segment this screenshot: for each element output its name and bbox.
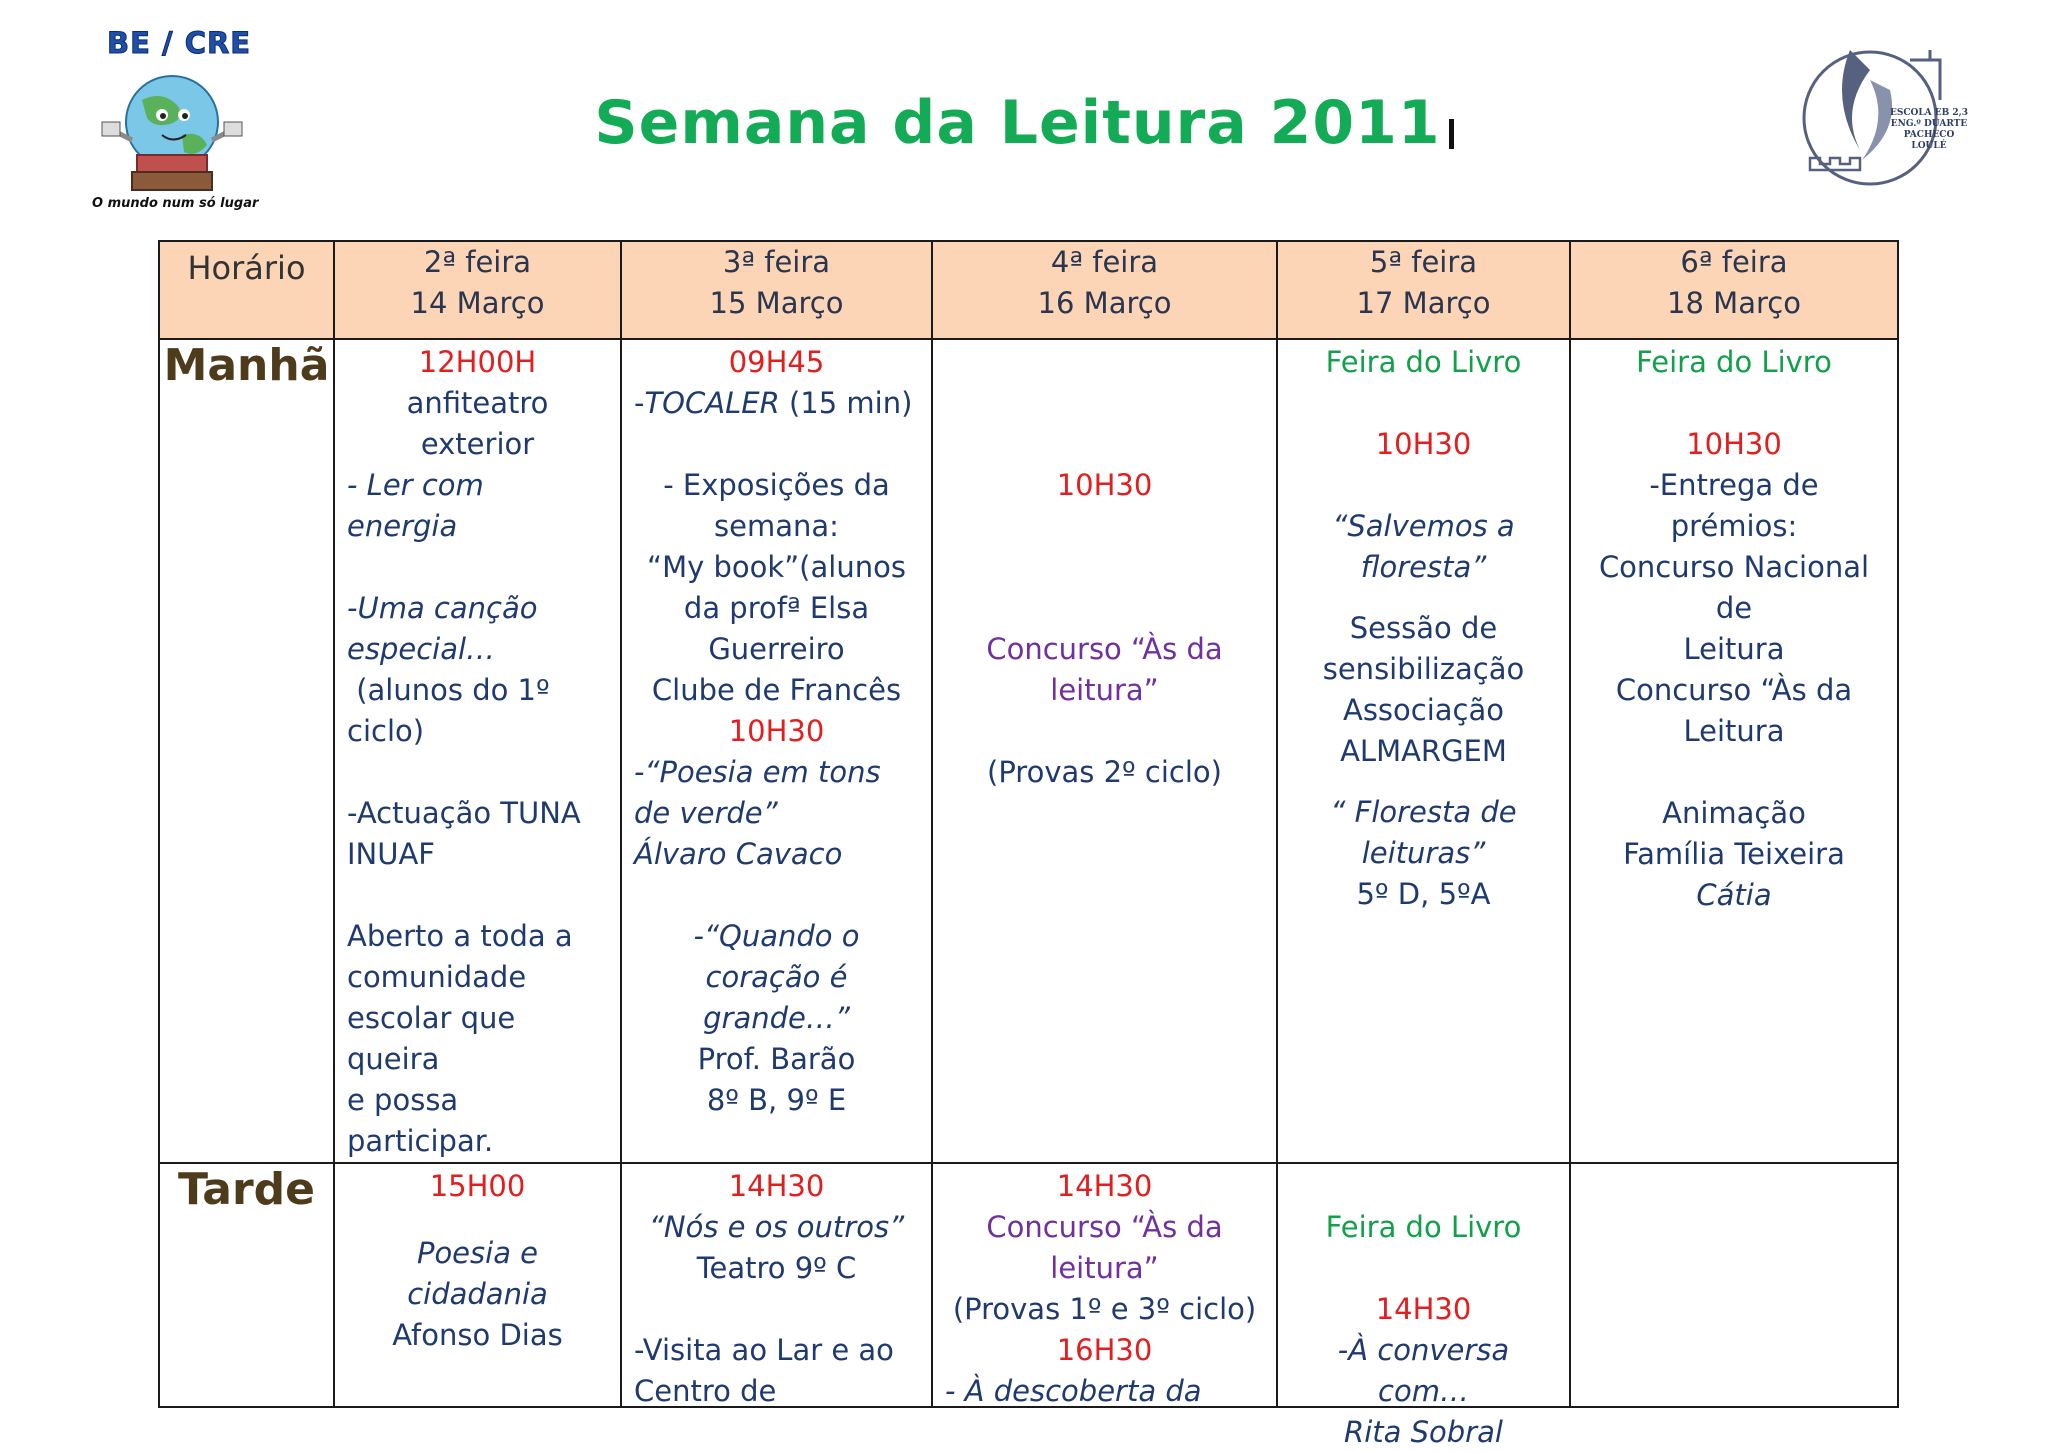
cell-fri-afternoon	[1570, 1163, 1898, 1407]
day-name: 6ª feira	[1680, 245, 1788, 279]
day-date: 16 Março	[1037, 286, 1172, 320]
event-item: INUAF	[347, 837, 435, 871]
event-time: 14H30	[728, 1169, 825, 1203]
event-note: comunidade	[347, 960, 527, 994]
period-label-morning: Manhã	[159, 339, 334, 1163]
event-place: exterior	[420, 427, 535, 461]
header-day	[334, 241, 621, 339]
event-item: leitura”	[1050, 1251, 1159, 1285]
cell-wed-afternoon	[932, 1163, 1277, 1407]
day-name: 2ª feira	[423, 245, 532, 279]
event-item: leituras”	[1361, 836, 1486, 870]
event-item: Concurso “Às da	[986, 1210, 1223, 1244]
cell-tue-morning	[621, 339, 932, 1163]
logo-motto: O mundo num só lugar	[92, 196, 259, 211]
day-name: 4ª feira	[1050, 245, 1159, 279]
event-note: e possa	[347, 1083, 459, 1117]
day-date: 17 Março	[1356, 286, 1491, 320]
header-day	[1570, 241, 1898, 339]
event-place: anfiteatro	[406, 386, 549, 420]
header-horario: Horário	[159, 241, 334, 339]
event-item: -Actuação TUNA	[347, 796, 581, 830]
event-item: Centro de	[634, 1374, 777, 1408]
event-time: 12H00H	[418, 345, 537, 379]
event-item: “My book”(alunos	[647, 550, 906, 584]
event-item: Família Teixeira	[1623, 837, 1845, 871]
header-day	[621, 241, 932, 339]
event-item: -“Poesia em tons	[634, 755, 881, 789]
cell-wed-morning	[932, 339, 1277, 1163]
event-title: Feira do Livro	[1325, 345, 1522, 379]
event-item: Afonso Dias	[392, 1318, 563, 1352]
event-item: semana:	[714, 509, 839, 543]
event-item: Animação	[1662, 796, 1806, 830]
event-item: leitura”	[1050, 673, 1159, 707]
school-logo-line: ENG.º DUARTE PACHECO	[1890, 119, 1968, 140]
event-note: escolar que queira	[347, 1001, 516, 1076]
event-item: Cátia	[1696, 878, 1772, 912]
day-date: 14 Março	[410, 286, 545, 320]
event-item: Associação	[1342, 693, 1505, 727]
event-time: 10H30	[1686, 427, 1782, 461]
cell-mon-morning	[334, 339, 621, 1163]
header-row	[159, 241, 1898, 339]
day-name: 5ª feira	[1369, 245, 1478, 279]
logo-label: BE / CRE	[107, 26, 252, 60]
event-item: Sessão de	[1349, 611, 1498, 645]
event-item: floresta”	[1360, 550, 1487, 584]
event-time: 09H45	[728, 345, 825, 379]
event-item-duration: (15 min)	[779, 386, 913, 420]
event-title: Feira do Livro	[1325, 1210, 1522, 1244]
header-day	[1277, 241, 1570, 339]
day-date: 18 Março	[1667, 286, 1801, 320]
event-item: Leitura	[1683, 632, 1785, 666]
text-cursor	[1449, 119, 1454, 149]
page-title-text: Semana da Leitura 2011	[594, 88, 1441, 158]
event-time: 14H30	[1056, 1169, 1153, 1203]
day-name: 3ª feira	[722, 245, 831, 279]
event-note: participar.	[347, 1124, 494, 1158]
event-item: - Ler com	[347, 468, 484, 502]
event-item	[634, 383, 919, 424]
event-item: Prof. Barão	[697, 1042, 856, 1076]
period-label-afternoon: Tarde	[159, 1163, 334, 1407]
cell-tue-afternoon	[621, 1163, 932, 1407]
event-item: - Exposições da	[663, 468, 890, 502]
cell-thu-afternoon	[1277, 1163, 1570, 1449]
event-item: -“Quando o	[693, 919, 860, 953]
event-item: Guerreiro	[708, 632, 845, 666]
event-item: 5º D, 5ºA	[1356, 877, 1491, 911]
event-item: (alunos do 1º	[347, 673, 550, 707]
header-day	[932, 241, 1277, 339]
event-item: -Visita ao Lar e ao	[634, 1333, 894, 1367]
event-item-prefix: -	[634, 386, 645, 420]
event-item: Clube de Francês	[651, 673, 902, 707]
event-item: Concurso Nacional de	[1598, 550, 1870, 625]
event-time: 16H30	[1056, 1333, 1153, 1367]
event-item: especial…	[347, 632, 496, 666]
event-item: ciclo)	[347, 714, 425, 748]
event-item: prémios:	[1670, 509, 1798, 543]
event-time: 15H00	[429, 1169, 526, 1203]
event-note: Aberto a toda a	[347, 919, 573, 953]
event-item: (Provas 2º ciclo)	[987, 755, 1222, 789]
event-item: “Salvemos a	[1332, 509, 1515, 543]
event-item: - À descoberta da	[945, 1374, 1202, 1408]
event-item: cidadania	[407, 1277, 548, 1311]
event-item: -Entrega de	[1649, 468, 1819, 502]
event-item: ALMARGEM	[1340, 734, 1507, 768]
event-item: Rita Sobral	[1344, 1415, 1503, 1449]
schedule-table	[158, 240, 1899, 1449]
event-item-name: TOCALER	[644, 386, 780, 420]
event-item: Álvaro Cavaco	[634, 837, 843, 871]
event-item: -À conversa com…	[1337, 1333, 1510, 1408]
event-time: 10H30	[1056, 468, 1153, 502]
event-item: da profª Elsa	[683, 591, 870, 625]
event-title: Feira do Livro	[1636, 345, 1832, 379]
page-title	[0, 88, 2048, 158]
afternoon-row	[159, 1163, 1898, 1407]
cell-thu-morning	[1277, 339, 1570, 1163]
morning-row	[159, 339, 1898, 1163]
event-time: 14H30	[1375, 1292, 1472, 1326]
event-item: Concurso “Às da	[1615, 673, 1853, 707]
event-item: Teatro 9º C	[696, 1251, 857, 1285]
event-item: “ Floresta de	[1330, 795, 1517, 829]
event-item: “Nós e os outros”	[648, 1210, 905, 1244]
event-item: de verde”	[634, 796, 778, 830]
event-time: 10H30	[728, 714, 825, 748]
cell-fri-morning	[1570, 339, 1898, 1163]
event-item: -Uma canção	[347, 591, 538, 625]
event-item: 8º B, 9º E	[706, 1083, 847, 1117]
event-item: sensibilização	[1322, 652, 1525, 686]
event-item: Poesia e	[416, 1236, 539, 1270]
cell-mon-afternoon	[334, 1163, 621, 1407]
event-item: (Provas 1º e 3º ciclo)	[952, 1292, 1257, 1326]
event-item: coração é grande…”	[703, 960, 850, 1035]
event-item: Concurso “Às da	[986, 632, 1223, 666]
school-logo-line: ESCOLA EB 2,3	[1889, 108, 1969, 118]
event-item: energia	[347, 509, 458, 543]
event-time: 10H30	[1375, 427, 1472, 461]
day-date: 15 Março	[709, 286, 844, 320]
school-logo-line: LOULÉ	[1911, 141, 1947, 151]
event-item: Leitura	[1683, 714, 1785, 748]
